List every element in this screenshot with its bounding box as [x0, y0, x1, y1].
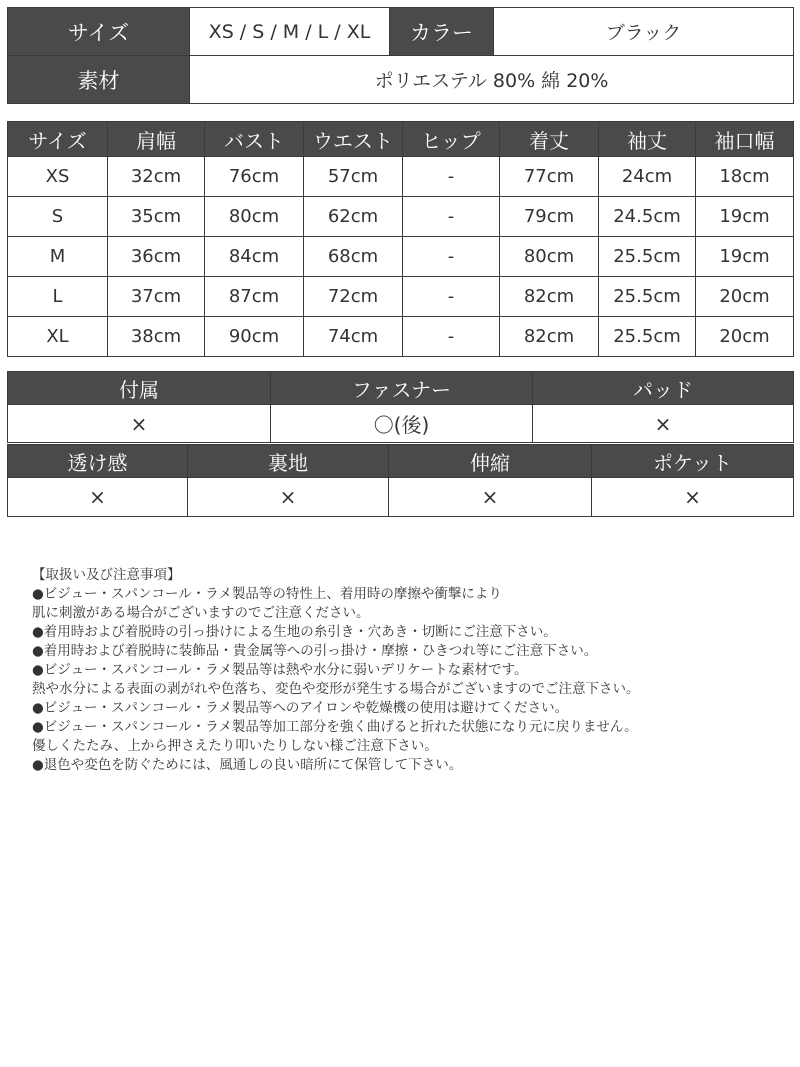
table-cell: 87cm [205, 277, 304, 317]
table-cell: 24.5cm [599, 197, 696, 237]
color-label: カラー [390, 8, 494, 56]
col-header-lining: 裏地 [188, 445, 389, 478]
col-header-sleeve-length: 袖丈 [599, 122, 696, 157]
col-header-waist: ウエスト [304, 122, 403, 157]
table-cell: 90cm [205, 317, 304, 357]
col-header-cuff-width: 袖口幅 [696, 122, 794, 157]
table-cell: 35cm [108, 197, 205, 237]
size-cell: M [8, 237, 108, 277]
table-cell: 32cm [108, 157, 205, 197]
table-row [8, 197, 794, 237]
info-row-material [8, 56, 794, 104]
col-header-length: 着丈 [500, 122, 599, 157]
table-cell: 25.5cm [599, 277, 696, 317]
table-cell: 20cm [696, 317, 794, 357]
table-cell: 68cm [304, 237, 403, 277]
table-cell: 77cm [500, 157, 599, 197]
table-row [8, 277, 794, 317]
col-header-pad: パッド [533, 372, 794, 405]
note-line: 優しくたたみ、上から押さえたり叩いたりしない様ご注意下さい。 [32, 738, 438, 754]
table-cell: - [403, 197, 500, 237]
accessories-table [7, 371, 794, 443]
table-cell: 38cm [108, 317, 205, 357]
note-line: ●ビジュー・スパンコール・ラメ製品等へのアイロンや乾燥機の使用は避けてください。 [32, 700, 569, 716]
table-cell: - [403, 157, 500, 197]
material-value: ポリエステル 80% 綿 20% [190, 56, 794, 104]
size-label: サイズ [8, 8, 190, 56]
table-cell: 25.5cm [599, 237, 696, 277]
table-cell: 80cm [500, 237, 599, 277]
material-label: 素材 [8, 56, 190, 104]
table-cell: 74cm [304, 317, 403, 357]
col-header-stretch: 伸縮 [389, 445, 592, 478]
table-cell: 82cm [500, 317, 599, 357]
col-header-attachments: 付属 [8, 372, 271, 405]
table-cell: 25.5cm [599, 317, 696, 357]
table-cell: - [403, 237, 500, 277]
lining-value: × [188, 478, 389, 517]
fabric-features-value-row [8, 478, 794, 517]
table-cell: 57cm [304, 157, 403, 197]
size-cell: XS [8, 157, 108, 197]
table-row [8, 237, 794, 277]
note-line: 肌に刺激がある場合がございますのでご注意ください。 [32, 605, 370, 621]
size-cell: XL [8, 317, 108, 357]
size-cell: S [8, 197, 108, 237]
col-header-zipper: ファスナー [271, 372, 533, 405]
table-cell: 80cm [205, 197, 304, 237]
product-info-table [7, 7, 794, 104]
table-row [8, 157, 794, 197]
table-cell: 19cm [696, 237, 794, 277]
sheerness-value: × [8, 478, 188, 517]
accessories-value-row [8, 405, 794, 443]
note-line: ●ビジュー・スパンコール・ラメ製品等加工部分を強く曲げると折れた状態になり元に戻りません。 [32, 719, 638, 735]
info-row-size-color [8, 8, 794, 56]
note-line: ●ビジュー・スパンコール・ラメ製品等は熱や水分に弱いデリケートな素材です。 [32, 662, 528, 678]
size-cell: L [8, 277, 108, 317]
note-line: ●着用時および着脱時の引っ掛けによる生地の糸引き・穴あき・切断にご注意下さい。 [32, 624, 557, 640]
col-header-hip: ヒップ [403, 122, 500, 157]
table-row [8, 317, 794, 357]
table-cell: 72cm [304, 277, 403, 317]
col-header-sheerness: 透け感 [8, 445, 188, 478]
table-cell: - [403, 277, 500, 317]
size-value: XS / S / M / L / XL [190, 8, 390, 56]
accessories-header-row [8, 372, 794, 405]
note-line: ●着用時および着脱時に装飾品・貴金属等への引っ掛け・摩擦・ひきつれ等にご注意下さい。 [32, 643, 598, 659]
table-cell: 82cm [500, 277, 599, 317]
table-cell: 20cm [696, 277, 794, 317]
note-line: ●退色や変色を防ぐためには、風通しの良い暗所にて保管して下さい。 [32, 757, 463, 773]
fabric-features-header-row [8, 445, 794, 478]
table-cell: 36cm [108, 237, 205, 277]
care-notes [32, 566, 792, 775]
table-cell: 79cm [500, 197, 599, 237]
table-cell: 18cm [696, 157, 794, 197]
notes-heading: 【取扱い及び注意事項】 [32, 567, 181, 583]
color-value: ブラック [494, 8, 794, 56]
fabric-features-table [7, 444, 794, 517]
table-cell: 84cm [205, 237, 304, 277]
attachments-value: × [8, 405, 271, 443]
table-cell: 24cm [599, 157, 696, 197]
col-header-size: サイズ [8, 122, 108, 157]
table-cell: 62cm [304, 197, 403, 237]
table-cell: - [403, 317, 500, 357]
table-cell: 19cm [696, 197, 794, 237]
note-line: 熱や水分による表面の剥がれや色落ち、変色や変形が発生する場合がございますのでご注意下さい。 [32, 681, 640, 697]
table-cell: 76cm [205, 157, 304, 197]
size-chart-table [7, 121, 794, 357]
col-header-shoulder: 肩幅 [108, 122, 205, 157]
pad-value: × [533, 405, 794, 443]
col-header-bust: バスト [205, 122, 304, 157]
stretch-value: × [389, 478, 592, 517]
note-line: ●ビジュー・スパンコール・ラメ製品等の特性上、着用時の摩擦や衝撃により [32, 586, 502, 602]
pocket-value: × [592, 478, 794, 517]
col-header-pocket: ポケット [592, 445, 794, 478]
table-cell: 37cm [108, 277, 205, 317]
zipper-value: 〇(後) [271, 405, 533, 443]
size-chart-header-row [8, 122, 794, 157]
